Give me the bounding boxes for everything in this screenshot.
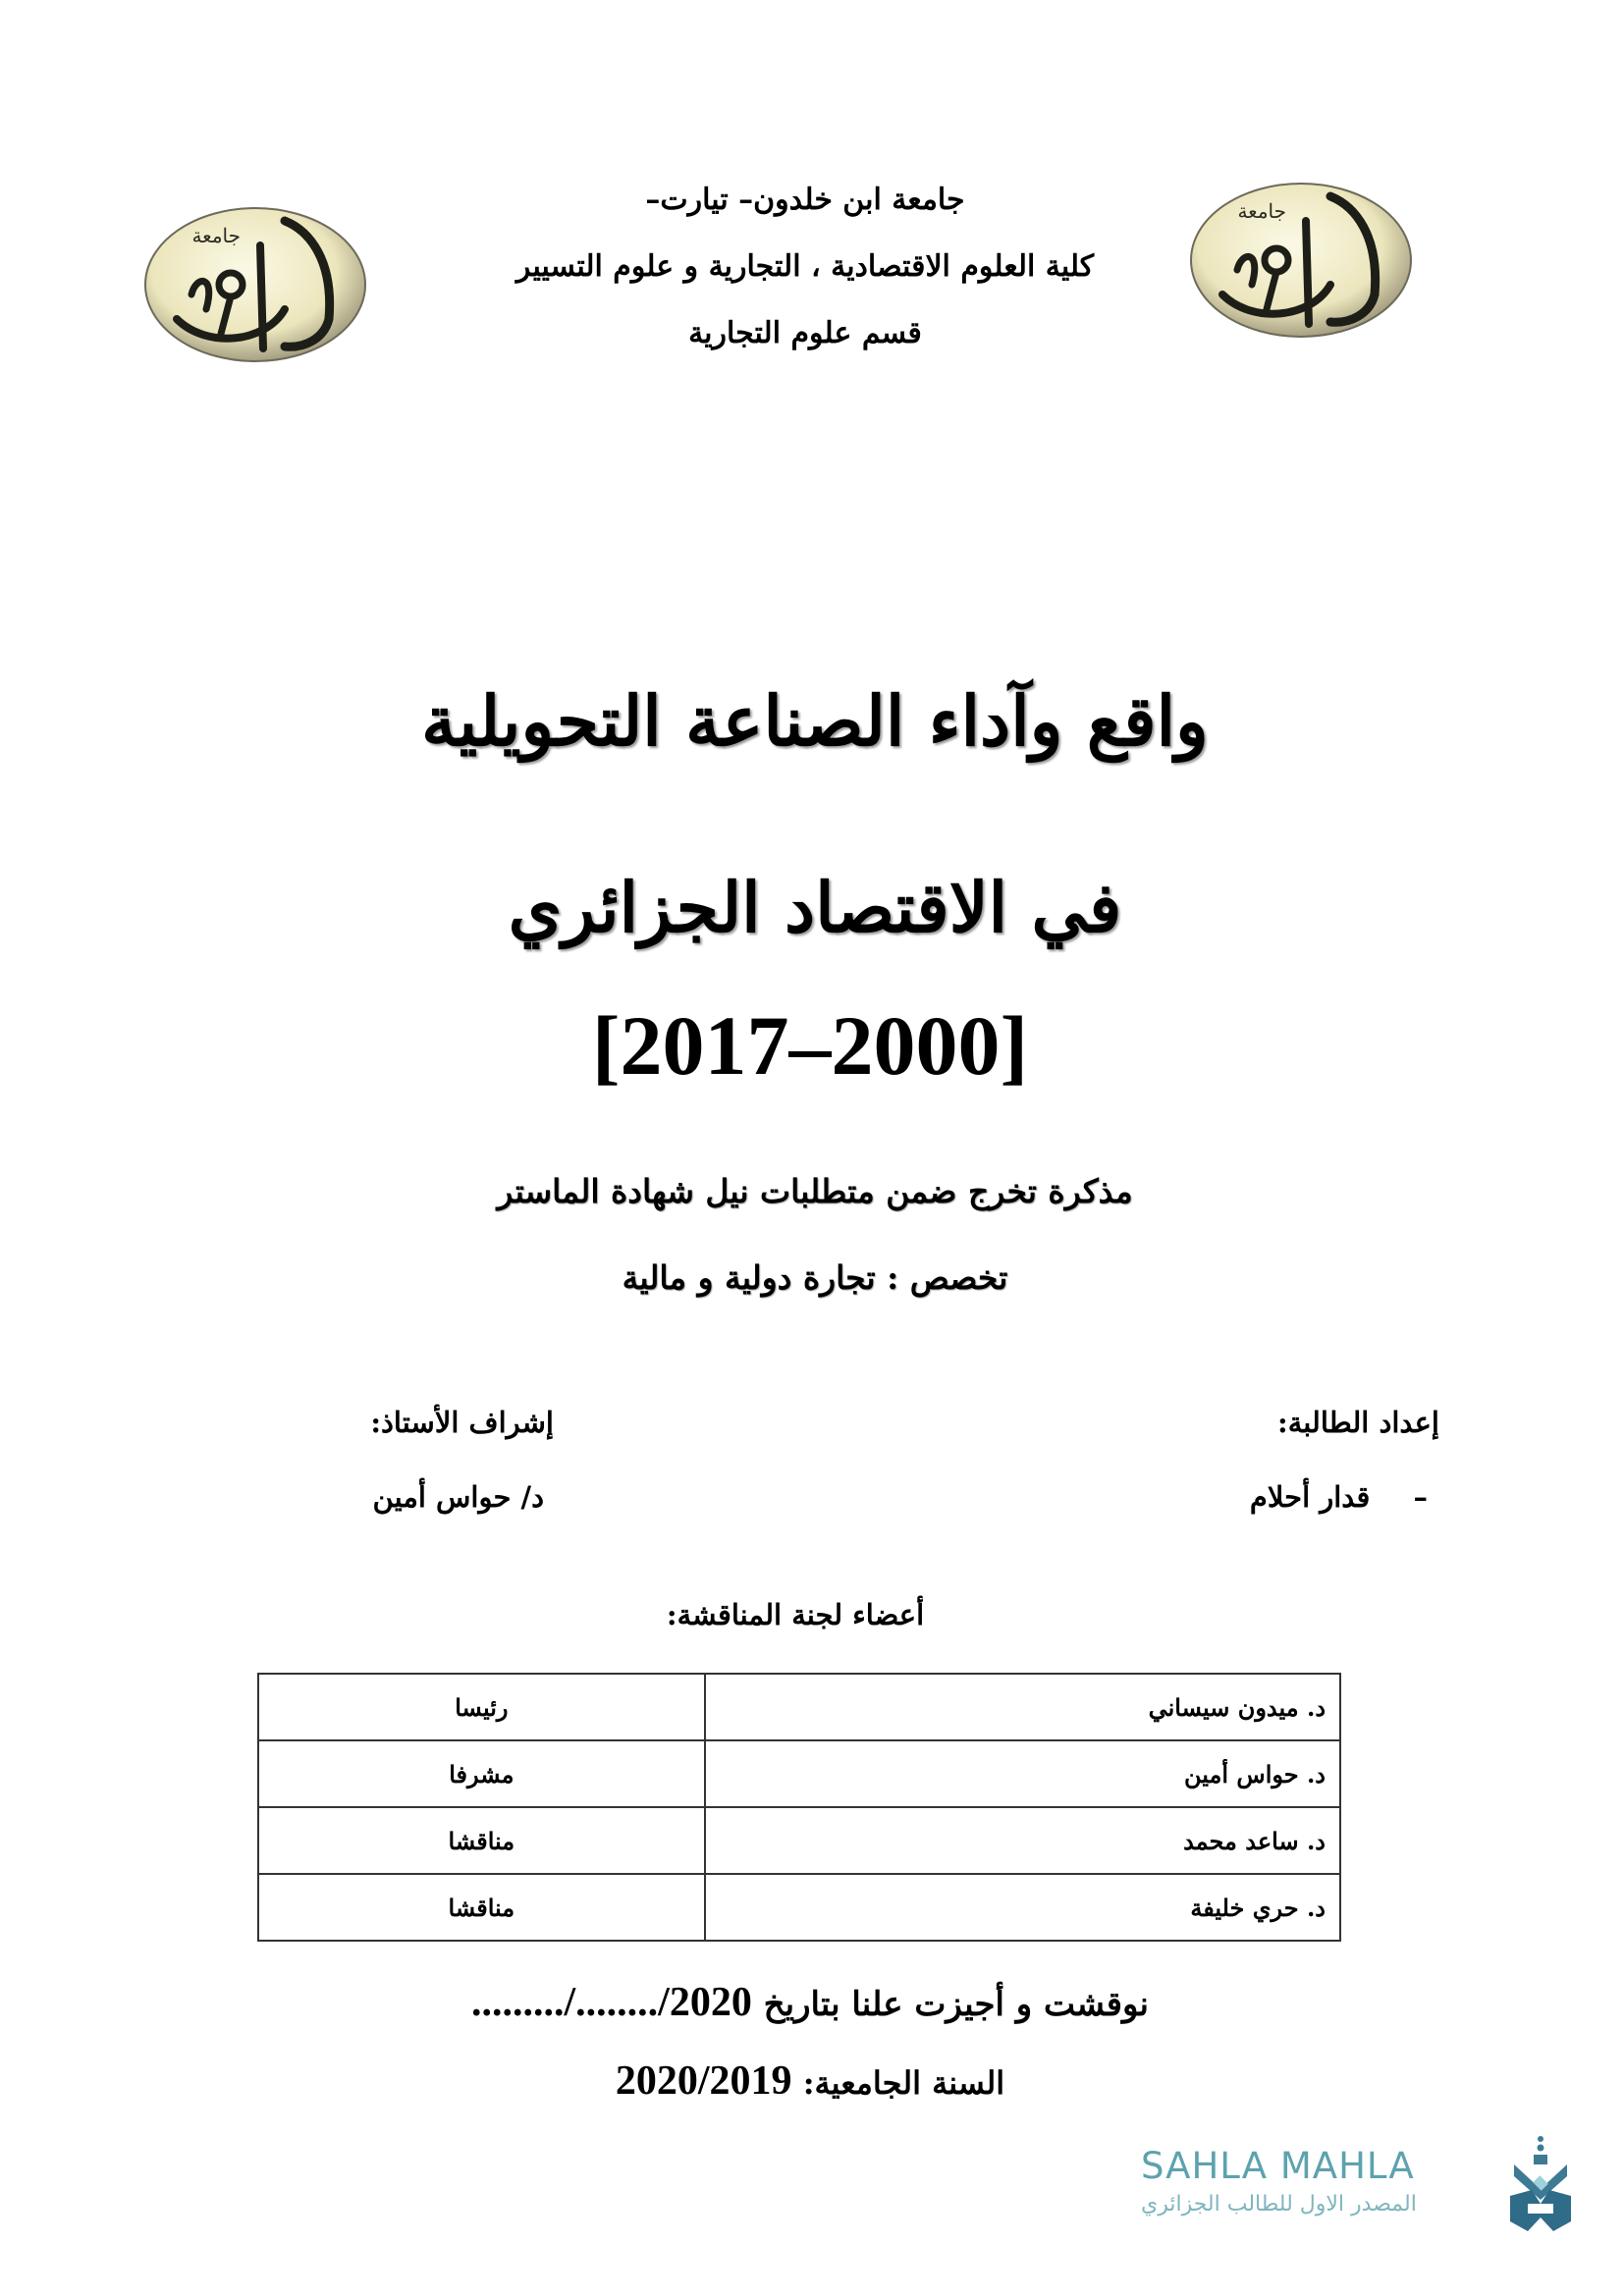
defense-text: نوقشت و أجيزت علنا بتاريخ (763, 1985, 1149, 2024)
member-role: رئيسا (258, 1674, 705, 1740)
table-row (258, 1807, 1340, 1874)
sahla-mahla-watermark (1129, 2135, 1591, 2233)
svg-text:جامعة: جامعة (191, 224, 241, 247)
watermark-arabic-text: المصدر الاول للطالب الجزائري (1141, 2192, 1417, 2216)
university-logo-right (1183, 177, 1419, 344)
defense-date: ........./......../2020 (470, 1980, 752, 2025)
title-line-2: في الاقتصاد الجزائري (508, 867, 1122, 948)
thesis-subtitle (373, 1148, 1257, 1321)
watermark-latin-text: SAHLA MAHLA (1141, 2145, 1415, 2187)
university-emblem-icon (137, 201, 373, 368)
list-dash: – (1413, 1480, 1428, 1514)
member-role: مناقشا (258, 1807, 705, 1874)
degree-statement: مذكرة تخرج ضمن متطلبات نيل شهادة الماستر (497, 1172, 1133, 1210)
university-emblem-icon (1183, 177, 1419, 344)
university-header (412, 167, 1198, 367)
member-name: د. ساعد محمد (705, 1807, 1340, 1874)
table-row (258, 1674, 1340, 1740)
table-row (258, 1874, 1340, 1941)
title-years: [2017–2000] (591, 998, 1029, 1093)
prepared-by-label: إعداد الطالبة: (1276, 1406, 1439, 1439)
student-name: قدار أحلام (1249, 1480, 1371, 1514)
academic-year-label: السنة الجامعية: (802, 2064, 1005, 2102)
faculty-name: كلية العلوم الاقتصادية ، التجارية و علوم التسيير (515, 249, 1095, 284)
specialization: تخصص : تجارة دولية و مالية (622, 1258, 1008, 1297)
thesis-title (177, 628, 1453, 1001)
committee-label: أعضاء لجنة المناقشة: (666, 1598, 925, 1631)
academic-year-value: 2020/2019 (615, 2058, 792, 2104)
member-name: د. ميدون سيساني (705, 1674, 1340, 1740)
committee-table (257, 1673, 1341, 1942)
member-name: د. حواس أمين (705, 1740, 1340, 1807)
title-line-1: واقع وآداء الصناعة التحويلية (421, 680, 1209, 762)
defense-statement (295, 1973, 1326, 2034)
sahla-mahla-logo-icon (1504, 2135, 1578, 2233)
student-name-row (1250, 1480, 1428, 1514)
supervisor-name: د/ حواس أمين (372, 1480, 544, 1514)
member-role: مناقشا (258, 1874, 705, 1941)
member-name: د. حري خليفة (705, 1874, 1340, 1941)
member-role: مشرفا (258, 1740, 705, 1807)
university-logo-left (137, 201, 373, 368)
university-name: جامعة ابن خلدون– تيارت– (645, 183, 965, 217)
svg-text:جامعة: جامعة (1237, 199, 1286, 223)
department-name: قسم علوم التجارية (688, 316, 922, 350)
supervisor-label: إشراف الأستاذ: (370, 1406, 554, 1439)
table-row (258, 1740, 1340, 1807)
academic-year (295, 2052, 1326, 2112)
